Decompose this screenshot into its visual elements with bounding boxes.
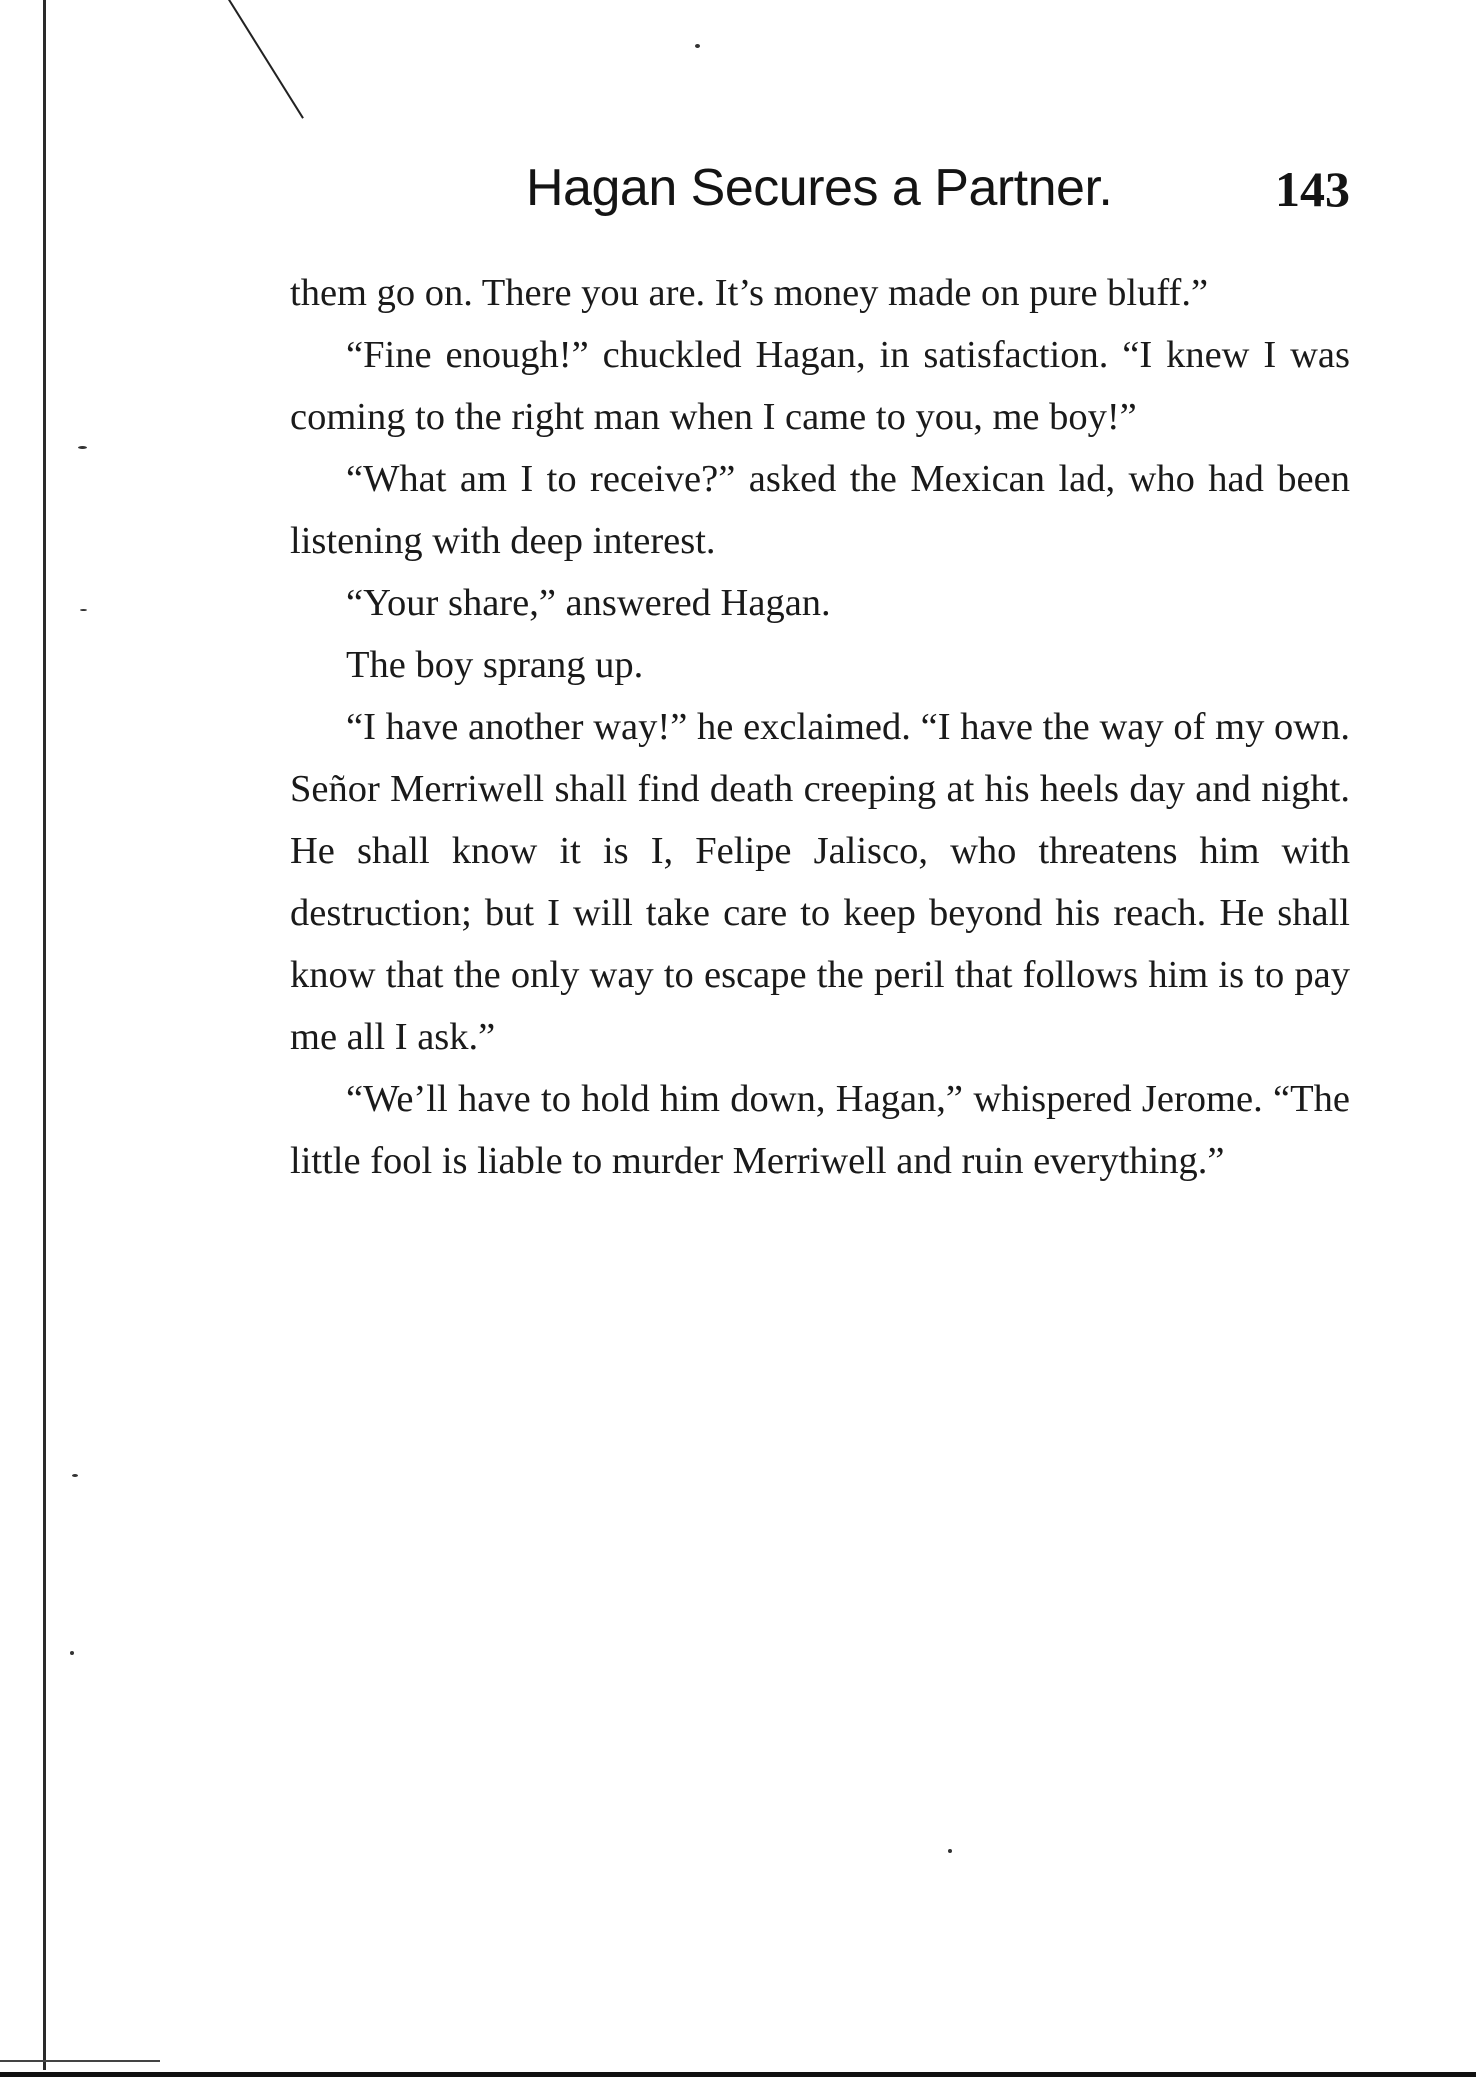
page-edge-line	[43, 0, 46, 2070]
scan-speck	[948, 1849, 952, 1853]
paragraph: The boy sprang up.	[346, 644, 644, 686]
paragraph: “Fine enough!” chuckled Hagan, in satisfaction. “I knew I was coming to the right man when I came to you, me boy!”	[290, 334, 1350, 438]
bottom-edge-line-thin	[0, 2060, 160, 2062]
body-text	[290, 262, 1350, 1192]
paragraph: “I have another way!” he exclaimed. “I have the way of my own. Señor Merriwell shall find death creeping at his heels day and night. He shall know it is I, Felipe Jalisco, who threatens him with destruction; but I will take care to keep beyond his reach. He shall know that the only way to escape the peril that follows him is to pay me all I ask.”	[290, 706, 1350, 1058]
bottom-edge-line	[0, 2072, 1476, 2077]
paragraph: them go on. There you are. It’s money made on pure bluff.”	[290, 272, 1209, 314]
running-head	[290, 158, 1350, 228]
scan-speck	[695, 44, 700, 48]
scan-speck	[78, 446, 87, 449]
page-number: 143	[1275, 161, 1350, 217]
paragraph: “We’ll have to hold him down, Hagan,” whispered Jerome. “The little fool is liable to murder Merriwell and ruin everything.”	[290, 1078, 1350, 1182]
scan-speck	[72, 1474, 78, 1477]
scan-speck	[80, 609, 87, 611]
paragraph: “What am I to receive?” asked the Mexican lad, who had been listening with deep interest.	[290, 458, 1350, 562]
scan-speck	[70, 1651, 74, 1655]
scan-mark	[228, 0, 304, 119]
paragraph: “Your share,” answered Hagan.	[346, 582, 831, 624]
running-title: Hagan Secures a Partner.	[526, 159, 1113, 217]
